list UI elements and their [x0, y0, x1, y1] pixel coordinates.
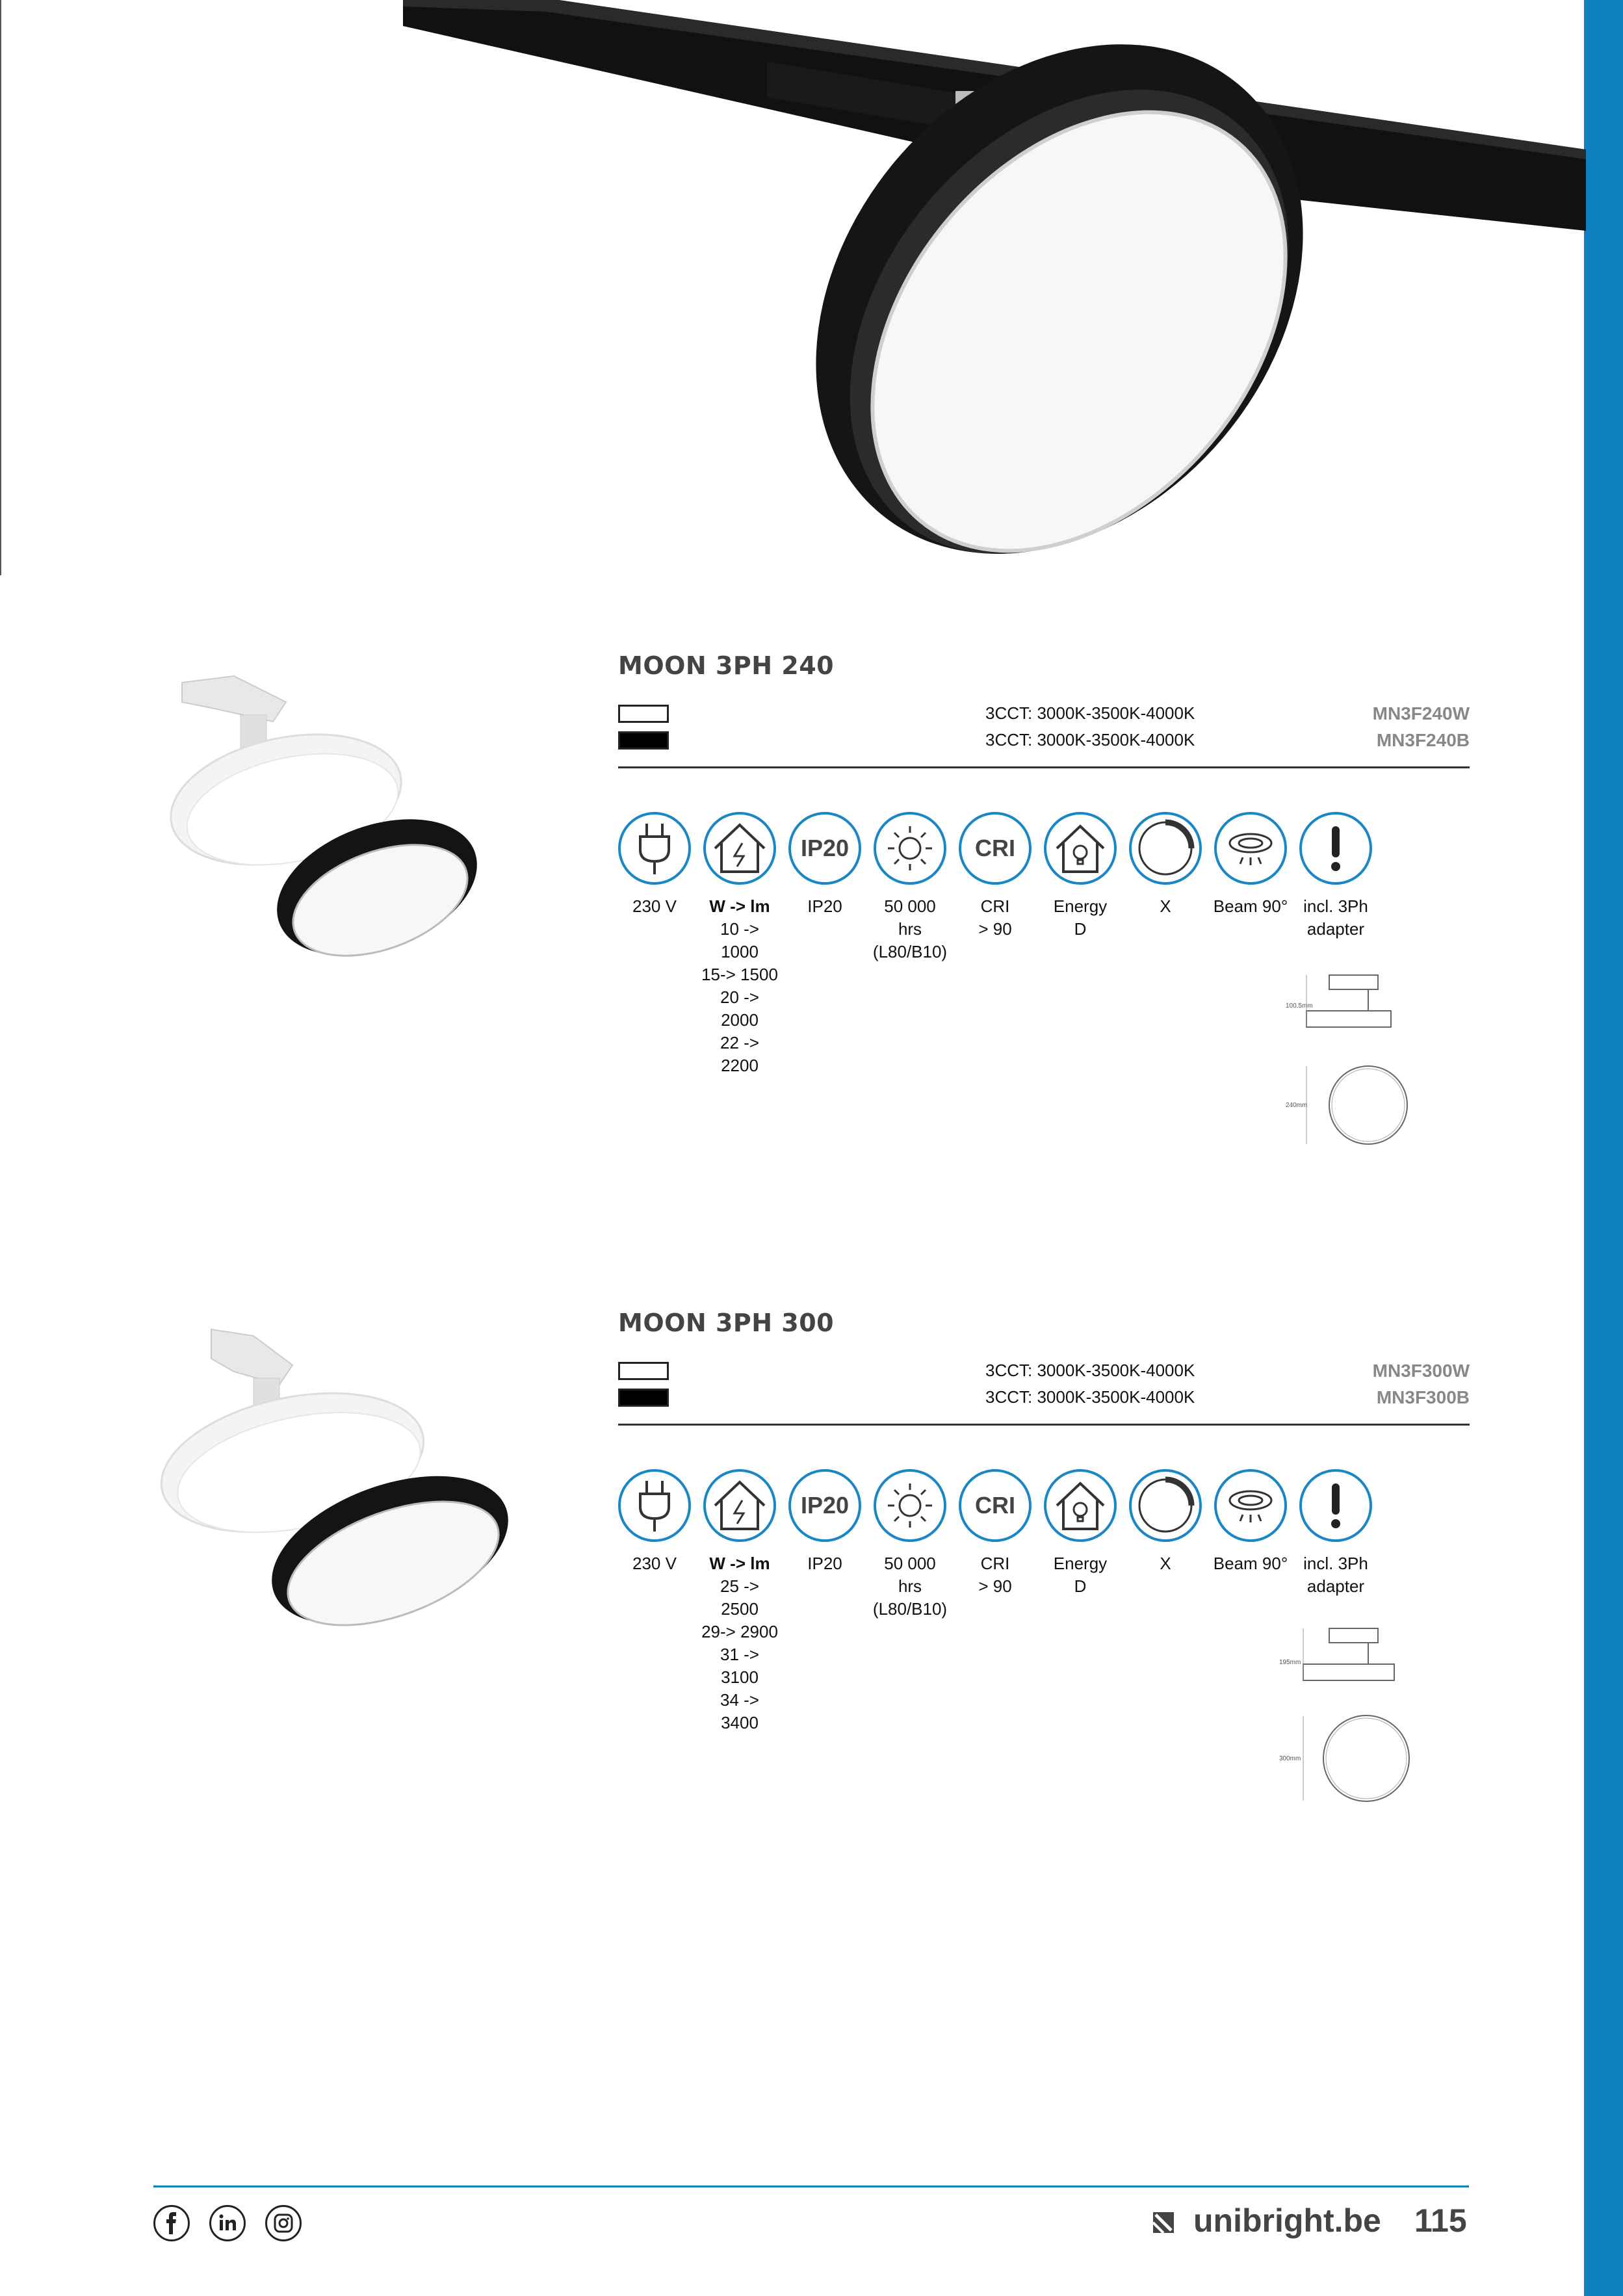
spec-cri [955, 1469, 1035, 1598]
product-code: MN3F300W [1372, 1361, 1470, 1381]
voltage-label: 230 V [632, 1554, 677, 1573]
dimmable-label: X [1160, 1554, 1171, 1573]
variant-divider [618, 1424, 1470, 1426]
wlm-value: 31 -> 3100 [720, 1645, 759, 1687]
variant-row-white [618, 701, 1470, 727]
ip20-icon-text: IP20 [800, 1492, 850, 1519]
spec-power [700, 812, 779, 1077]
wlm-value: 10 -> 1000 [720, 919, 759, 961]
plug-icon [618, 1469, 691, 1542]
diameter-dim-label: 300mm [1279, 1755, 1301, 1762]
wlm-value: 29-> 2900 [701, 1622, 778, 1641]
product-code: MN3F300B [1376, 1387, 1470, 1407]
ip20-icon [788, 812, 861, 885]
cri-icon [959, 812, 1032, 885]
height-dim-label: 195mm [1279, 1659, 1301, 1666]
dimension-drawing [1280, 972, 1410, 1151]
spec-adapter [1296, 1469, 1375, 1598]
variant-row-white [618, 1358, 1470, 1384]
wlm-value: 20 -> 2000 [720, 987, 759, 1030]
facebook-icon[interactable] [153, 2205, 190, 2241]
brand-name: unibright.be [1193, 2202, 1381, 2239]
wlm-value: 34 -> 3400 [720, 1690, 759, 1732]
color-swatch-white [618, 1362, 669, 1380]
wlm-value: 22 -> 2200 [720, 1033, 759, 1075]
wlm-header: W -> lm [709, 1554, 770, 1573]
color-swatch-black [618, 731, 669, 750]
dimmable-label: X [1160, 896, 1171, 916]
energy-class: D [1074, 1576, 1087, 1596]
voltage-label: 230 V [632, 896, 677, 916]
wlm-value: 15-> 1500 [701, 965, 778, 984]
ip-label: IP20 [807, 1554, 842, 1573]
product-photo-300 [156, 1326, 533, 1664]
linkedin-icon[interactable] [209, 2205, 246, 2241]
energy-label: Energy [1053, 896, 1108, 916]
spec-voltage [615, 1469, 694, 1575]
dimension-drawing [1274, 1625, 1417, 1807]
spec-dimmable [1126, 812, 1205, 918]
page-number: 115 [1414, 2202, 1467, 2239]
house-lightning-icon [703, 812, 776, 885]
spec-energy [1041, 1469, 1120, 1598]
plug-icon [618, 812, 691, 885]
spec-beam [1211, 1469, 1290, 1575]
adapter-sub: adapter [1306, 1576, 1365, 1596]
cri-value: > 90 [978, 919, 1012, 939]
beam-label: Beam 90° [1213, 896, 1288, 916]
cct-text: 3CCT: 3000K-3500K-4000K [985, 730, 1195, 750]
cri-value: > 90 [978, 1576, 1012, 1596]
dimmer-icon [1129, 812, 1202, 885]
spec-power [700, 1469, 779, 1734]
adapter-label: incl. 3Ph [1303, 1554, 1368, 1573]
spec-dimmable [1126, 1469, 1205, 1575]
page-edge-line [0, 0, 1, 575]
height-dim-label: 100.5mm [1286, 1002, 1313, 1010]
color-swatch-white [618, 705, 669, 723]
color-swatch-black [618, 1389, 669, 1407]
spec-lifetime [870, 1469, 950, 1621]
spec-cri [955, 812, 1035, 941]
adapter-label: incl. 3Ph [1303, 896, 1368, 916]
sun-icon [874, 1469, 946, 1542]
energy-label: Energy [1053, 1554, 1108, 1573]
energy-house-icon [1044, 812, 1117, 885]
ip20-icon-text: IP20 [800, 835, 850, 861]
lifetime-sub: (L80/B10) [872, 1599, 948, 1619]
spec-ip [785, 1469, 864, 1575]
cct-text: 3CCT: 3000K-3500K-4000K [985, 1387, 1195, 1407]
spec-beam [1211, 812, 1290, 918]
product-code: MN3F240B [1376, 730, 1470, 750]
cri-icon-text: CRI [975, 1492, 1015, 1519]
spec-lifetime [870, 812, 950, 963]
exclamation-icon [1299, 812, 1372, 885]
energy-house-icon [1044, 1469, 1117, 1542]
exclamation-icon [1299, 1469, 1372, 1542]
ip-label: IP20 [807, 896, 842, 916]
cri-label: CRI [980, 1554, 1010, 1573]
side-accent-bar [1584, 0, 1623, 2296]
spec-ip [785, 812, 864, 918]
beam-label: Beam 90° [1213, 1554, 1288, 1573]
beam-icon [1214, 1469, 1287, 1542]
product-title: MOON 3PH 300 [618, 1309, 835, 1337]
sun-icon [874, 812, 946, 885]
beam-icon [1214, 812, 1287, 885]
cri-icon-text: CRI [975, 835, 1015, 861]
cct-text: 3CCT: 3000K-3500K-4000K [985, 703, 1195, 723]
product-code: MN3F240W [1372, 703, 1470, 724]
wlm-value: 25 -> 2500 [720, 1576, 759, 1619]
instagram-icon[interactable] [265, 2205, 302, 2241]
spec-energy [1041, 812, 1120, 941]
dimmer-icon [1129, 1469, 1202, 1542]
variant-row-black [618, 727, 1470, 753]
cri-label: CRI [980, 896, 1010, 916]
cct-text: 3CCT: 3000K-3500K-4000K [985, 1361, 1195, 1380]
product-title: MOON 3PH 240 [618, 651, 835, 680]
brand-logo-icon [1150, 2210, 1176, 2236]
variant-row-black [618, 1385, 1470, 1411]
spec-adapter [1296, 812, 1375, 941]
product-photo-240 [162, 663, 500, 988]
cri-icon [959, 1469, 1032, 1542]
footer-divider [153, 2185, 1469, 2187]
hero-product-image [390, 0, 1586, 559]
wlm-header: W -> lm [709, 896, 770, 916]
lifetime-label: 50 000 hrs [884, 896, 936, 939]
adapter-sub: adapter [1306, 919, 1365, 939]
lifetime-label: 50 000 hrs [884, 1554, 936, 1596]
ip20-icon [788, 1469, 861, 1542]
lifetime-sub: (L80/B10) [872, 942, 948, 961]
house-lightning-icon [703, 1469, 776, 1542]
spec-voltage [615, 812, 694, 918]
diameter-dim-label: 240mm [1286, 1102, 1308, 1109]
energy-class: D [1074, 919, 1087, 939]
variant-divider [618, 766, 1470, 768]
